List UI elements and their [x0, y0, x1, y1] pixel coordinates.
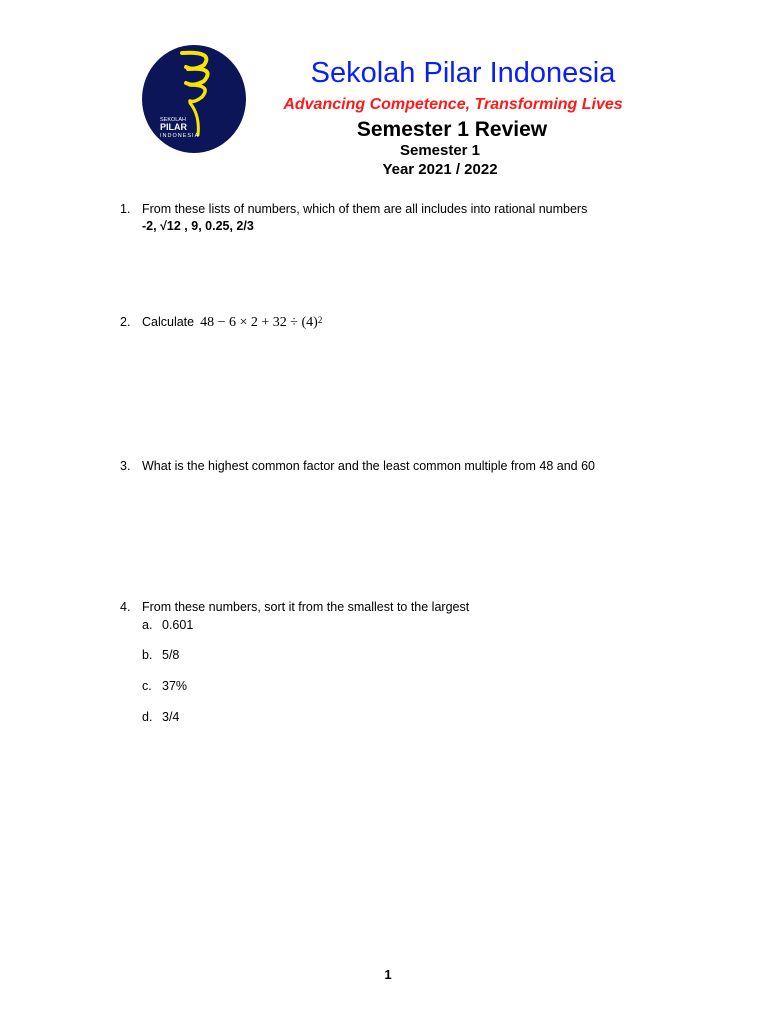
- option-value: 5/8: [162, 648, 180, 662]
- option-letter: c.: [142, 679, 152, 693]
- question-number: 4.: [120, 600, 131, 614]
- year-label: Year 2021 / 2022: [382, 161, 498, 178]
- formula-exponent: 2: [317, 315, 323, 325]
- school-logo: [142, 45, 246, 153]
- option-letter: b.: [142, 648, 153, 662]
- question-4: [120, 599, 469, 615]
- option-value: 3/4: [162, 710, 180, 724]
- logo-text-line1: SEKOLAH: [160, 117, 186, 123]
- question-2: [120, 314, 322, 331]
- formula-body: 48 − 6 × 2 + 32 ÷ (4): [200, 315, 318, 330]
- option-value: 0.601: [162, 618, 194, 632]
- page-title: Semester 1 Review: [356, 118, 548, 141]
- question-1-numbers: -2, √12 , 9, 0.25, 2/3: [142, 219, 254, 233]
- option-d: [142, 709, 179, 725]
- question-3: [120, 458, 595, 474]
- question-1: [120, 201, 587, 217]
- option-value: 37%: [162, 679, 188, 693]
- question-number: 1.: [120, 202, 131, 216]
- logo-text-line2: PILAR: [160, 122, 187, 132]
- question-number: 3.: [120, 459, 131, 473]
- option-c: [142, 678, 187, 694]
- option-letter: a.: [142, 618, 153, 632]
- question-number: 2.: [120, 315, 131, 329]
- question-text: From these lists of numbers, which of them are all includes into rational numbers: [142, 202, 588, 216]
- option-b: [142, 647, 179, 663]
- page-number: 1: [384, 967, 392, 982]
- question-text: Calculate: [142, 315, 195, 329]
- tagline: Advancing Competence, Transforming Lives: [283, 96, 623, 113]
- question-text: What is the highest common factor and the least common multiple from 48 and 60: [142, 459, 596, 473]
- school-name: Sekolah Pilar Indonesia: [310, 57, 616, 89]
- semester-label: Semester 1: [399, 142, 481, 159]
- logo-text-line3: INDONESIA: [160, 133, 200, 139]
- question-text: From these numbers, sort it from the smallest to the largest: [142, 600, 470, 614]
- math-formula: [200, 315, 322, 330]
- option-a: [142, 617, 193, 633]
- option-letter: d.: [142, 710, 153, 724]
